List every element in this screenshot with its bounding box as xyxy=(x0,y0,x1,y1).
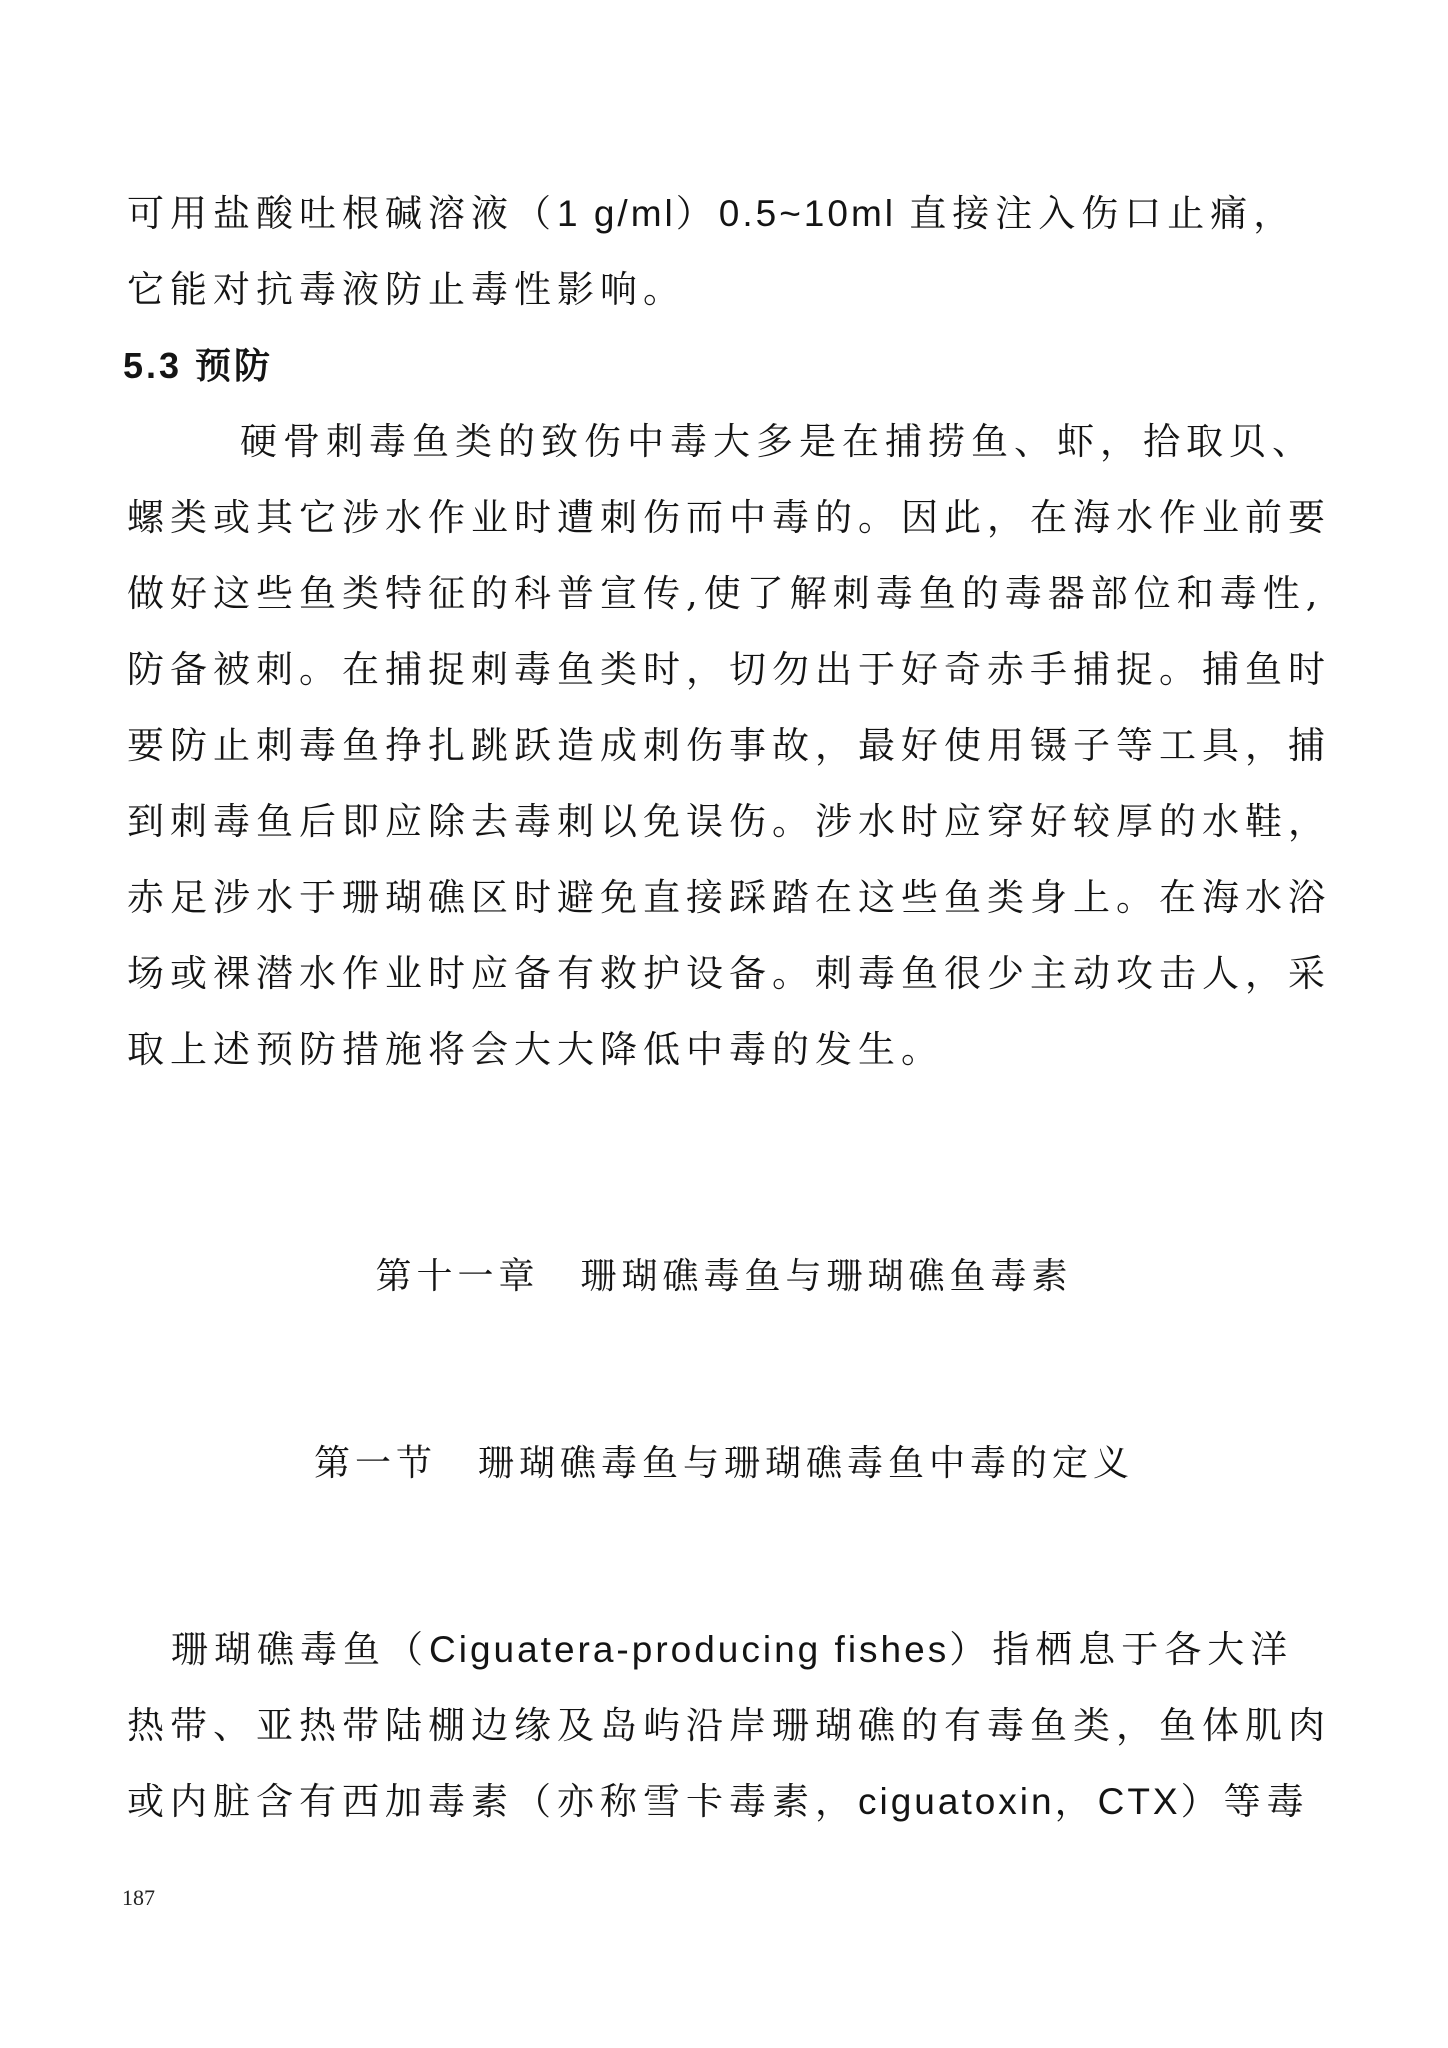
definition-paragraph xyxy=(127,1612,1417,1840)
body-line xyxy=(127,1764,1417,1840)
body-line: 防备被刺。在捕捉刺毒鱼类时，切勿出于好奇赤手捕捉。捕鱼时 xyxy=(127,648,1331,691)
text-run: ）等毒 xyxy=(1180,1780,1310,1823)
text-run: ， xyxy=(1054,1780,1098,1823)
text-run: 或内脏含有西加毒素（亦称雪卡毒素， xyxy=(127,1780,858,1823)
body-line: 到刺毒鱼后即应除去毒刺以免误伤。涉水时应穿好较厚的水鞋， xyxy=(127,800,1331,843)
section-heading: 5.3 预防 xyxy=(123,345,274,386)
text-run-latin: 1 g/ml xyxy=(557,193,676,234)
text-run: ）指栖息于各大洋 xyxy=(949,1628,1294,1671)
body-line xyxy=(127,1612,1417,1688)
text-run: 可用盐酸吐根碱溶液（ xyxy=(127,192,557,235)
body-line: 取上述预防措施将会大大降低中毒的发生。 xyxy=(127,1028,944,1071)
body-line: 它能对抗毒液防止毒性影响。 xyxy=(127,268,686,311)
text-run: 直接注入伤口止痛， xyxy=(909,192,1297,235)
body-line: 热带、亚热带陆棚边缘及岛屿沿岸珊瑚礁的有毒鱼类，鱼体肌肉 xyxy=(127,1704,1331,1747)
text-run-latin: ciguatoxin xyxy=(858,1781,1055,1822)
text-run: 珊瑚礁毒鱼（ xyxy=(171,1628,429,1671)
chapter-title: 第十一章 珊瑚礁毒鱼与珊瑚礁鱼毒素 xyxy=(375,1256,1073,1297)
text-run-latin: 0.5~10ml xyxy=(718,193,910,234)
section-title: 第一节 珊瑚礁毒鱼与珊瑚礁毒鱼中毒的定义 xyxy=(313,1443,1134,1484)
page-number: 187 xyxy=(122,1885,155,1910)
body-line xyxy=(127,176,1417,252)
body-line: 硬骨刺毒鱼类的致伤中毒大多是在捕捞鱼、虾，拾取贝、 xyxy=(240,420,1315,463)
text-run: ） xyxy=(675,192,719,235)
body-line: 场或裸潜水作业时应备有救护设备。刺毒鱼很少主动攻击人，采 xyxy=(127,952,1331,995)
text-run-latin: Ciguatera-producing fishes xyxy=(429,1629,950,1670)
text-run-latin: CTX xyxy=(1097,1781,1181,1822)
body-line: 做好这些鱼类特征的科普宣传,使了解刺毒鱼的毒器部位和毒性, xyxy=(127,572,1324,615)
prevention-section xyxy=(123,176,1417,1088)
body-line: 要防止刺毒鱼挣扎跳跃造成刺伤事故，最好使用镊子等工具，捕 xyxy=(127,724,1331,767)
body-line: 螺类或其它涉水作业时遭刺伤而中毒的。因此，在海水作业前要 xyxy=(127,496,1331,539)
body-line: 赤足涉水于珊瑚礁区时避免直接踩踏在这些鱼类身上。在海水浴 xyxy=(127,876,1331,919)
